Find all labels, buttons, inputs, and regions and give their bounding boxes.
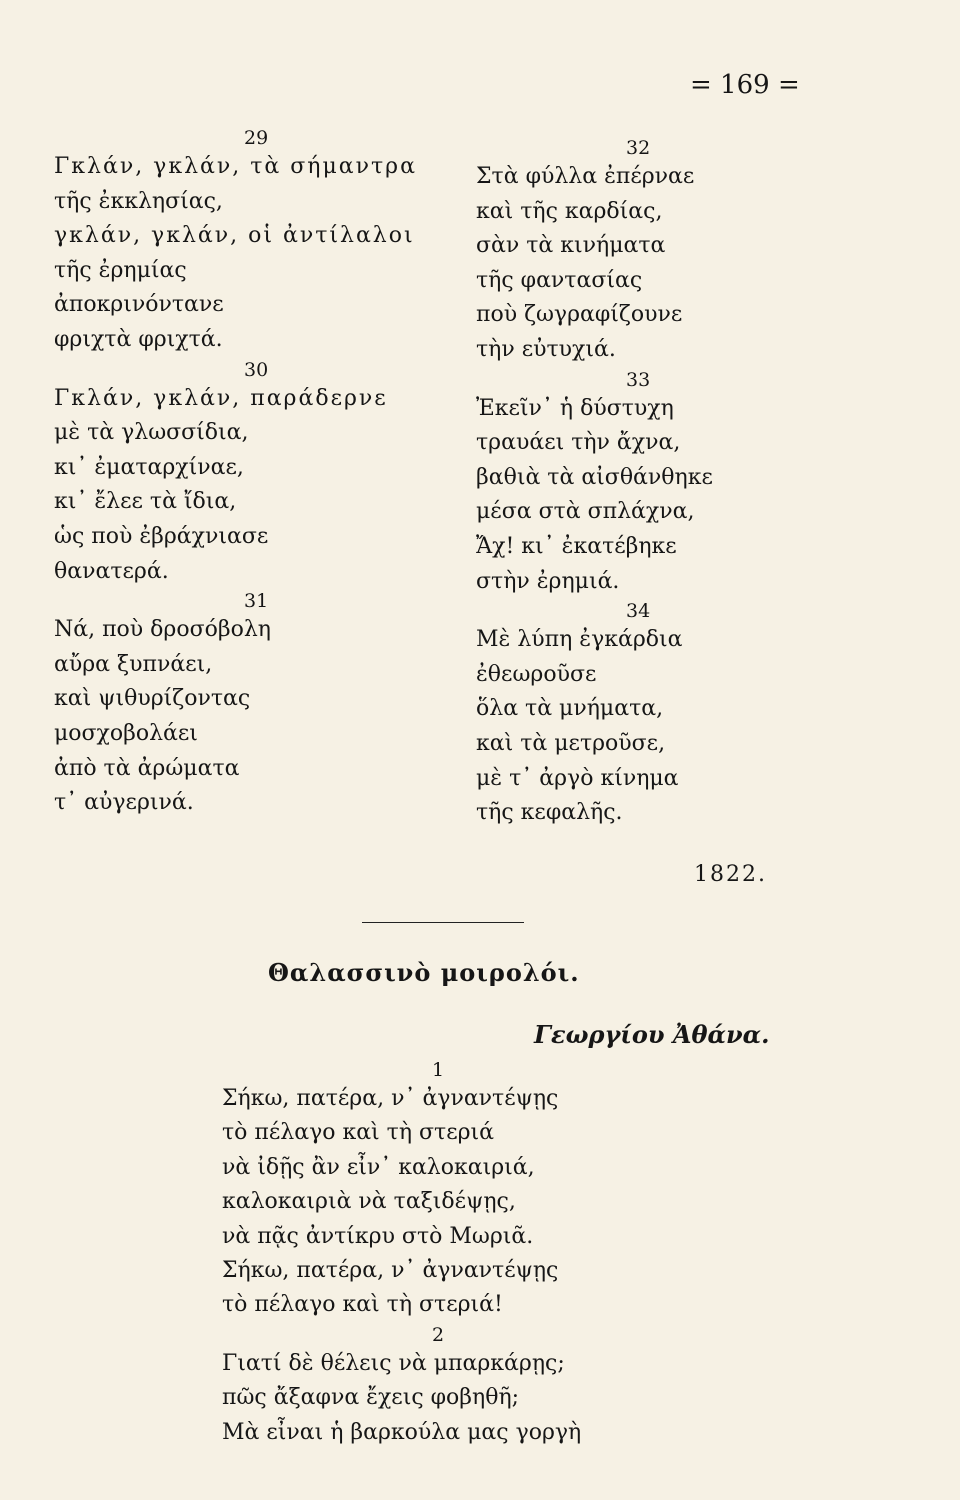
verse-line: Σήκω, πατέρα, ν᾿ ἀγναντέψῃς: [222, 1257, 559, 1283]
verse-line: Μὰ εἶναι ἡ βαρκούλα μας γοργὴ: [222, 1419, 582, 1445]
verse-line: Σήκω, πατέρα, ν᾿ ἀγναντέψῃς: [222, 1086, 559, 1111]
stanza-31: [54, 589, 454, 821]
verse-line: πῶς ἄξαφνα ἔχεις φοβηθῆ;: [222, 1385, 520, 1411]
stanza-number: 30: [244, 358, 269, 381]
verse-line: τὴν εὐτυχιά.: [476, 336, 616, 362]
verse-line: Ἄχ! κι᾿ ἐκατέβηκε: [476, 533, 677, 559]
stanza-2: [222, 1323, 822, 1450]
left-column: [54, 126, 454, 821]
verse-line: τῆς φαντασίας: [476, 267, 643, 293]
stanza-33: [476, 368, 876, 600]
verse-line: Στὰ φύλλα ἐπέρναε: [476, 164, 695, 189]
verse-line: ποὺ ζωγραφίζουνε: [476, 302, 683, 328]
verse-line: νὰ ἰδῇς ἂν εἶν᾿ καλοκαιριά,: [222, 1154, 535, 1180]
stanza-number: 31: [244, 590, 269, 613]
verse-line: γκλάν, γκλάν, οἱ ἀντίλαλοι: [54, 223, 415, 249]
verse-line: φριχτὰ φριχτά.: [54, 326, 223, 352]
verse-line: τῆς ἐκκλησίας,: [54, 188, 223, 214]
verse-line: ἀποκρινόντανε: [54, 292, 224, 318]
verse-line: κι᾿ ἔλεε τὰ ἴδια,: [54, 489, 237, 515]
verse-line: τὸ πέλαγο καὶ τὴ στεριά!: [222, 1292, 503, 1318]
verse-line: κι᾿ ἐματαρχίναε,: [54, 454, 244, 480]
right-column: [476, 136, 876, 831]
section-divider: [362, 922, 524, 923]
stanza-number: 32: [626, 137, 651, 159]
stanza-number: 29: [244, 127, 269, 149]
verse-line: Ἐκεῖν᾿ ἡ δύστυχη: [476, 395, 674, 421]
verse-line: Μὲ λύπη ἐγκάρδια: [476, 627, 683, 653]
verse-line: ὅλα τὰ μνήματα,: [476, 696, 664, 722]
verse-line: Νά, ποὺ δροσόβολη: [54, 617, 271, 643]
stanza-32: [476, 136, 876, 368]
verse-line: καλοκαιριὰ νὰ ταξιδέψῃς,: [222, 1189, 516, 1215]
verse-line: Γιατί δὲ θέλεις νὰ μπαρκάρῃς;: [222, 1350, 565, 1376]
verse-line: μὲ τ᾿ ἀργὸ κίνημα: [476, 765, 679, 791]
verse-line: αὔρα ξυπνάει,: [54, 651, 213, 677]
stanza-30: [54, 358, 454, 590]
stanza-29: [54, 126, 454, 358]
stanza-34: [476, 599, 876, 831]
poem-date: 1822.: [694, 862, 767, 887]
verse-line: τραυάει τὴν ἄχνα,: [476, 430, 681, 456]
verse-line: καὶ ψιθυρίζοντας: [54, 686, 251, 712]
verse-line: ἐθεωροῦσε: [476, 661, 597, 687]
stanza-number: 33: [626, 368, 651, 391]
stanza-1: [222, 1058, 822, 1323]
verse-line: καὶ τῆς καρδίας,: [476, 198, 663, 224]
verse-line: τὸ πέλαγο καὶ τὴ στεριά: [222, 1120, 495, 1146]
verse-line: στὴν ἐρημιά.: [476, 568, 620, 594]
verse-line: μοσχοβολάει: [54, 720, 198, 746]
verse-line: Γκλάν, γκλάν, παράδερνε: [54, 385, 388, 411]
stanza-number: 1: [432, 1059, 445, 1081]
verse-line: τῆς ἐρημίας: [54, 257, 187, 283]
verse-line: τ᾿ αὐγερινά.: [54, 790, 194, 816]
verse-line: μὲ τὰ γλωσσίδια,: [54, 420, 249, 446]
bottom-poem: [222, 1058, 822, 1450]
poem-author: Γεωργίου Ἀθάνα.: [534, 1020, 770, 1049]
verse-line: καὶ τὰ μετροῦσε,: [476, 730, 666, 756]
verse-line: Γκλάν, γκλάν, τὰ σήμαντρα: [54, 154, 417, 179]
verse-line: θανατερά.: [54, 558, 169, 584]
poem-title: Θαλασσινὸ μοιρολόι.: [268, 958, 580, 987]
verse-line: σὰν τὰ κινήματα: [476, 233, 666, 259]
stanza-number: 34: [626, 600, 651, 623]
verse-line: τῆς κεφαλῆς.: [476, 800, 623, 826]
verse-line: ἀπὸ τὰ ἀρώματα: [54, 755, 240, 781]
verse-line: βαθιὰ τὰ αἰσθάνθηκε: [476, 464, 713, 490]
page-number: = 169 =: [690, 70, 800, 100]
verse-line: μέσα στὰ σπλάχνα,: [476, 499, 695, 525]
verse-line: νὰ πᾷς ἀντίκρυ στὸ Μωριᾶ.: [222, 1223, 534, 1249]
stanza-number: 2: [432, 1323, 445, 1346]
verse-line: ὡς ποὺ ἐβράχνιασε: [54, 523, 269, 549]
